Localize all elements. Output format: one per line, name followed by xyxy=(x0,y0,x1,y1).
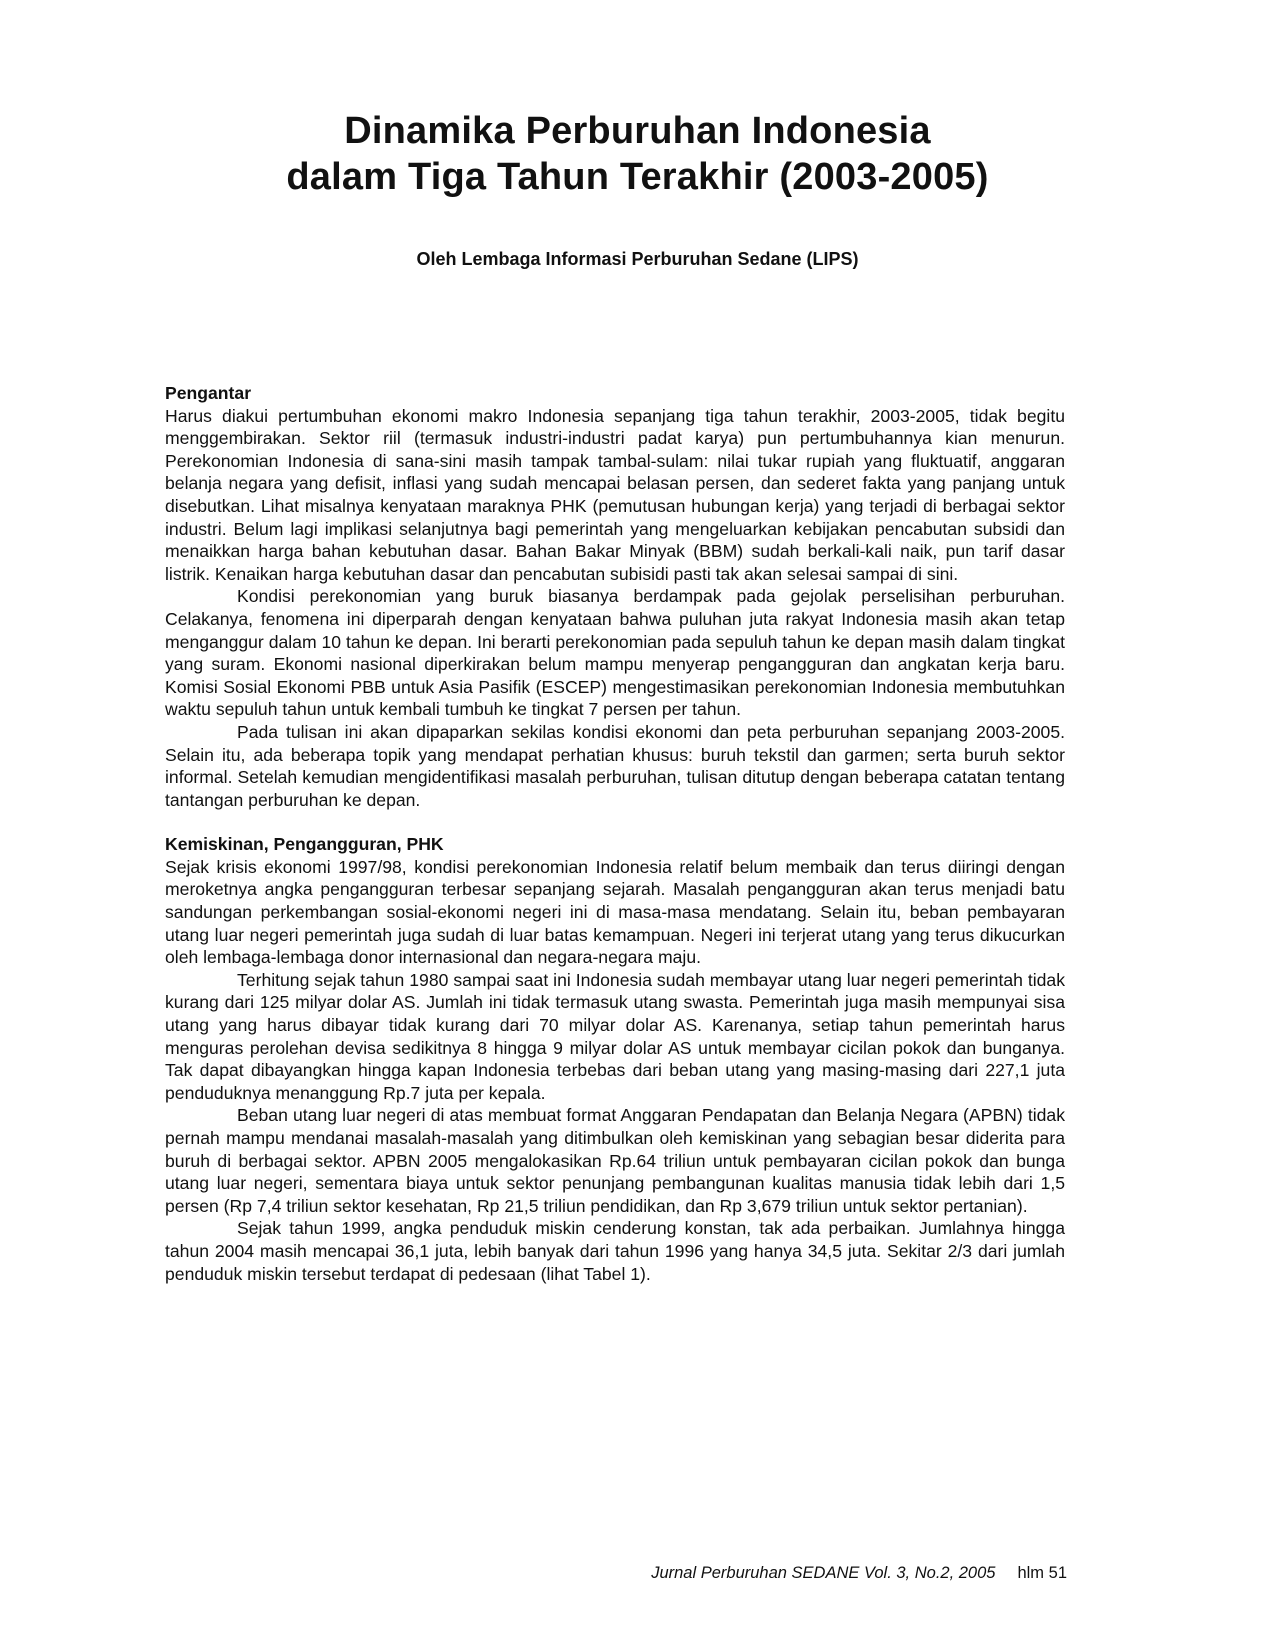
paragraph: Kondisi perekonomian yang buruk biasanya berdampak pada gejolak perselisihan perburuhan. Celakanya, fenomena ini diperparah dengan kenyataan bahwa puluhan juta rakyat Indonesia masih akan tetap menganggur dalam 10 tahun ke depan. Ini berarti perekonomian pada sepuluh tahun ke depan masih dalam tingkat yang suram. Ekonomi nasional diperkirakan belum mampu menyerap pengangguran dan angkatan kerja baru. Komisi Sosial Ekonomi PBB untuk Asia Pasifik (ESCEP) mengestimasikan perekonomian Indonesia membutuhkan waktu sepuluh tahun untuk kembali tumbuh ke tingkat 7 persen per tahun. xyxy=(165,586,1065,720)
author-byline: Oleh Lembaga Informasi Perburuhan Sedane (LIPS) xyxy=(416,249,859,269)
paragraph: Beban utang luar negeri di atas membuat format Anggaran Pendapatan dan Belanja Negara (APBN) tidak pernah mampu mendanai masalah-masalah yang ditimbulkan oleh kemiskinan yang sebagian besar diderita para buruh di berbagai sektor. APBN 2005 mengalokasikan Rp.64 triliun untuk pembayaran cicilan pokok dan bunga utang luar negeri, sementara biaya untuk sektor penunjang pembangunan kualitas manusia tidak lebih dari 1,5 persen (Rp 7,4 triliun sektor kesehatan, Rp 21,5 triliun pendidikan, dan Rp 3,679 triliun untuk sektor pertanian). xyxy=(165,1105,1065,1216)
page-number: hlm 51 xyxy=(1017,1564,1067,1582)
paragraph: Sejak tahun 1999, angka penduduk miskin cenderung konstan, tak ada perbaikan. Jumlahnya hingga tahun 2004 masih mencapai 36,1 juta, lebih banyak dari tahun 1996 yang hanya 34,5 juta. Sekitar 2/3 dari jumlah penduduk miskin tersebut terdapat di pedesaan (lihat Tabel 1). xyxy=(165,1218,1065,1284)
paragraph: Terhitung sejak tahun 1980 sampai saat ini Indonesia sudah membayar utang luar negeri pemerintah tidak kurang dari 125 milyar dolar AS. Jumlah ini tidak termasuk utang swasta. Pemerintah juga masih mempunyai sisa utang yang harus dibayar tidak kurang dari 70 milyar dolar AS. Karenanya, setiap tahun pemerintah harus menguras perolehan devisa sedikitnya 8 hingga 9 milyar dolar AS untuk membayar cicilan pokok dan bunganya. Tak dapat dibayangkan hingga kapan Indonesia terbebas dari beban utang yang masing-masing dari 227,1 juta penduduknya menanggung Rp.7 juta per kepala. xyxy=(165,969,1065,1103)
document-title xyxy=(0,108,1275,200)
section-kemiskinan xyxy=(165,833,1065,1285)
paragraph: Sejak krisis ekonomi 1997/98, kondisi perekonomian Indonesia relatif belum membaik dan terus diiringi dengan meroketnya angka pengangguran terbesar sepanjang sejarah. Masalah pengangguran akan terus menjadi batu sandungan perkembangan sosial-ekonomi negeri ini di masa-masa mendatang. Selain itu, beban pembayaran utang luar negeri pemerintah juga sudah di luar batas kemampuan. Negeri ini terjerat utang yang terus dikucurkan oleh lembaga-lembaga donor internasional dan negara-negara maju. xyxy=(165,856,1065,968)
journal-citation: Jurnal Perburuhan SEDANE Vol. 3, No.2, 2005 xyxy=(651,1564,996,1582)
paragraph: Harus diakui pertumbuhan ekonomi makro Indonesia sepanjang tiga tahun terakhir, 2003-2005, tidak begitu menggembirakan. Sektor riil (termasuk industri-industri padat karya) pun pertumbuhannya kian menurun. Perekonomian Indonesia di sana-sini masih tampak tambal-sulam: nilai tukar rupiah yang fluktuatif, anggaran belanja negara yang defisit, inflasi yang sudah mencapai belasan persen, dan sederet fakta yang panjang untuk disebutkan. Lihat misalnya kenyataan maraknya PHK (pemutusan hubungan kerja) yang terjadi di berbagai sektor industri. Belum lagi implikasi selanjutnya bagi pemerintah yang mengeluarkan kebijakan pencabutan subsidi dan menaikkan harga bahan kebutuhan dasar. Bahan Bakar Minyak (BBM) sudah berkali-kali naik, pun tarif dasar listrik. Kenaikan harga kebutuhan dasar dan pencabutan subisidi pasti tak akan selesai sampai di sini. xyxy=(165,405,1065,584)
page-footer xyxy=(651,1563,1067,1583)
section-heading: Kemiskinan, Pengangguran, PHK xyxy=(165,834,444,855)
section-heading: Pengantar xyxy=(165,383,252,403)
section-pengantar xyxy=(165,382,1065,811)
title-line-1: Dinamika Perburuhan Indonesia xyxy=(344,110,931,152)
title-line-2: dalam Tiga Tahun Terakhir (2003-2005) xyxy=(286,156,989,198)
section-spacer xyxy=(165,811,1065,833)
paragraph: Pada tulisan ini akan dipaparkan sekilas kondisi ekonomi dan peta perburuhan sepanjang 2003-2005. Selain itu, ada beberapa topik yang mendapat perhatian khusus: buruh tekstil dan garmen; serta buruh sektor informal. Setelah kemudian mengidentifikasi masalah perburuhan, tulisan ditutup dengan beberapa catatan tentang tantangan perburuhan ke depan. xyxy=(165,721,1065,810)
article-body xyxy=(165,382,1065,1285)
